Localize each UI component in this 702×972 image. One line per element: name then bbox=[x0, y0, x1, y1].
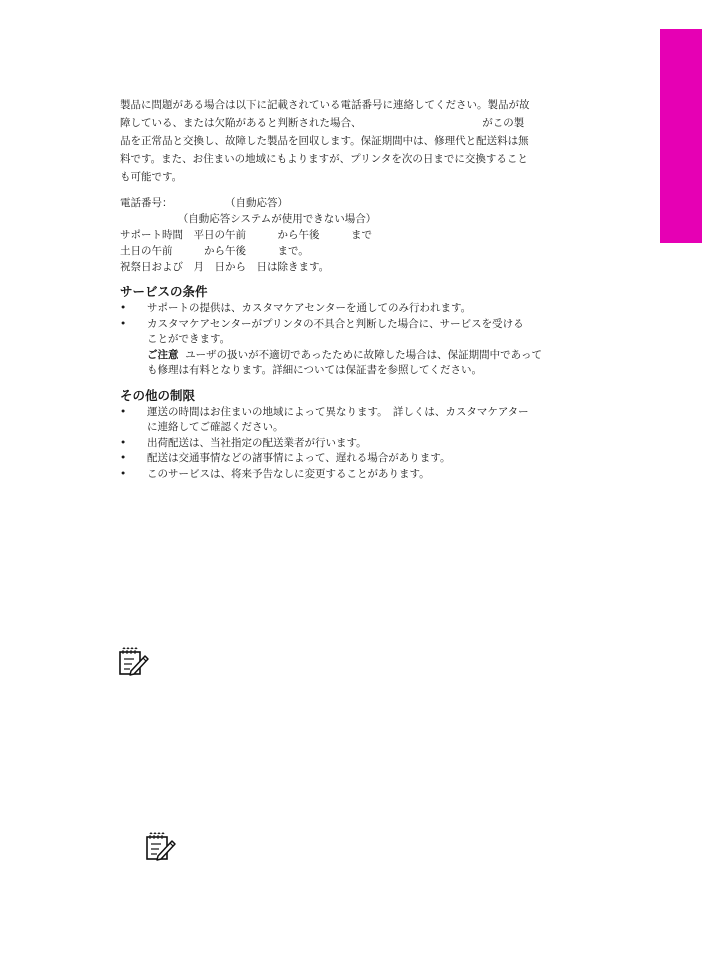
caution-text: も修理は有料となります。詳細については保証書を参照してください。 bbox=[147, 364, 482, 376]
section-tab bbox=[660, 29, 702, 243]
note-icon bbox=[117, 645, 151, 679]
service-conditions-list bbox=[120, 301, 600, 379]
list-item-text: 出荷配送は、当社指定の配送業者が行います。 bbox=[147, 436, 367, 449]
intro-line: 品を正常品と交換し、故障した製品を回収します。保証期間中は、修理代と配送料は無 bbox=[120, 135, 529, 147]
phone-line: 祝祭日および 月 日から 日は除きます。 bbox=[120, 261, 330, 273]
list-item bbox=[120, 436, 600, 452]
phone-line: （自動応答システムが使用できない場合） bbox=[120, 213, 377, 225]
intro-paragraph bbox=[120, 96, 600, 186]
intro-line: も可能です。 bbox=[120, 171, 183, 183]
other-limits-heading: その他の制限 bbox=[120, 387, 196, 403]
bullet: • bbox=[120, 436, 127, 449]
list-item-text: 運送の時間はお住まいの地域によって異なります。 詳しくは、カスタマケアター bbox=[147, 405, 529, 418]
list-item bbox=[120, 467, 600, 483]
other-limits-list bbox=[120, 405, 600, 483]
list-item-text: サポートの提供は、カスタマケアセンターを通してのみ行われます。 bbox=[147, 302, 472, 314]
phone-info bbox=[120, 195, 600, 275]
intro-line: 障している、または欠陥があると判断された場合、 がこの製 bbox=[120, 117, 525, 129]
bullet: • bbox=[120, 405, 127, 418]
bullet: • bbox=[120, 317, 127, 330]
bullet: • bbox=[120, 467, 127, 480]
phone-line: サポート時間 平日の午前 から午後 まで bbox=[120, 229, 372, 241]
list-item bbox=[120, 301, 600, 317]
caution-note bbox=[147, 348, 600, 364]
list-item-text: カスタマケアセンターがプリンタの不具合と判断した場合に、サービスを受ける bbox=[147, 317, 524, 330]
phone-line: 土日の午前 から午後 まで。 bbox=[120, 245, 309, 257]
list-item bbox=[120, 317, 600, 379]
bullet: • bbox=[120, 302, 127, 314]
list-item bbox=[120, 451, 600, 467]
page-content bbox=[120, 96, 600, 482]
note-icon bbox=[144, 830, 178, 864]
list-item-text: このサービスは、将来予告なしに変更することがあります。 bbox=[147, 467, 430, 480]
service-conditions-heading: サービスの条件 bbox=[120, 284, 208, 299]
list-item-text: 配送は交通事情などの諸事情によって、遅れる場合があります。 bbox=[147, 452, 451, 464]
intro-line: 料です。また、お住まいの地域にもよりますが、プリンタを次の日までに交換すること bbox=[120, 153, 528, 165]
caution-text: ユーザの扱いが不適切であったために故障した場合は、保証期間中であって bbox=[185, 348, 542, 361]
list-item bbox=[120, 405, 600, 436]
list-item-text: に連絡してご確認ください。 bbox=[147, 421, 284, 433]
bullet: • bbox=[120, 452, 127, 464]
intro-line: 製品に問題がある場合は以下に記載されている電話番号に連絡してください。製品が故 bbox=[120, 99, 530, 111]
phone-line: 電話番号： （自動応答） bbox=[120, 197, 288, 209]
caution-label: ご注意 bbox=[147, 348, 179, 361]
list-item-text: ことができます。 bbox=[147, 333, 231, 345]
